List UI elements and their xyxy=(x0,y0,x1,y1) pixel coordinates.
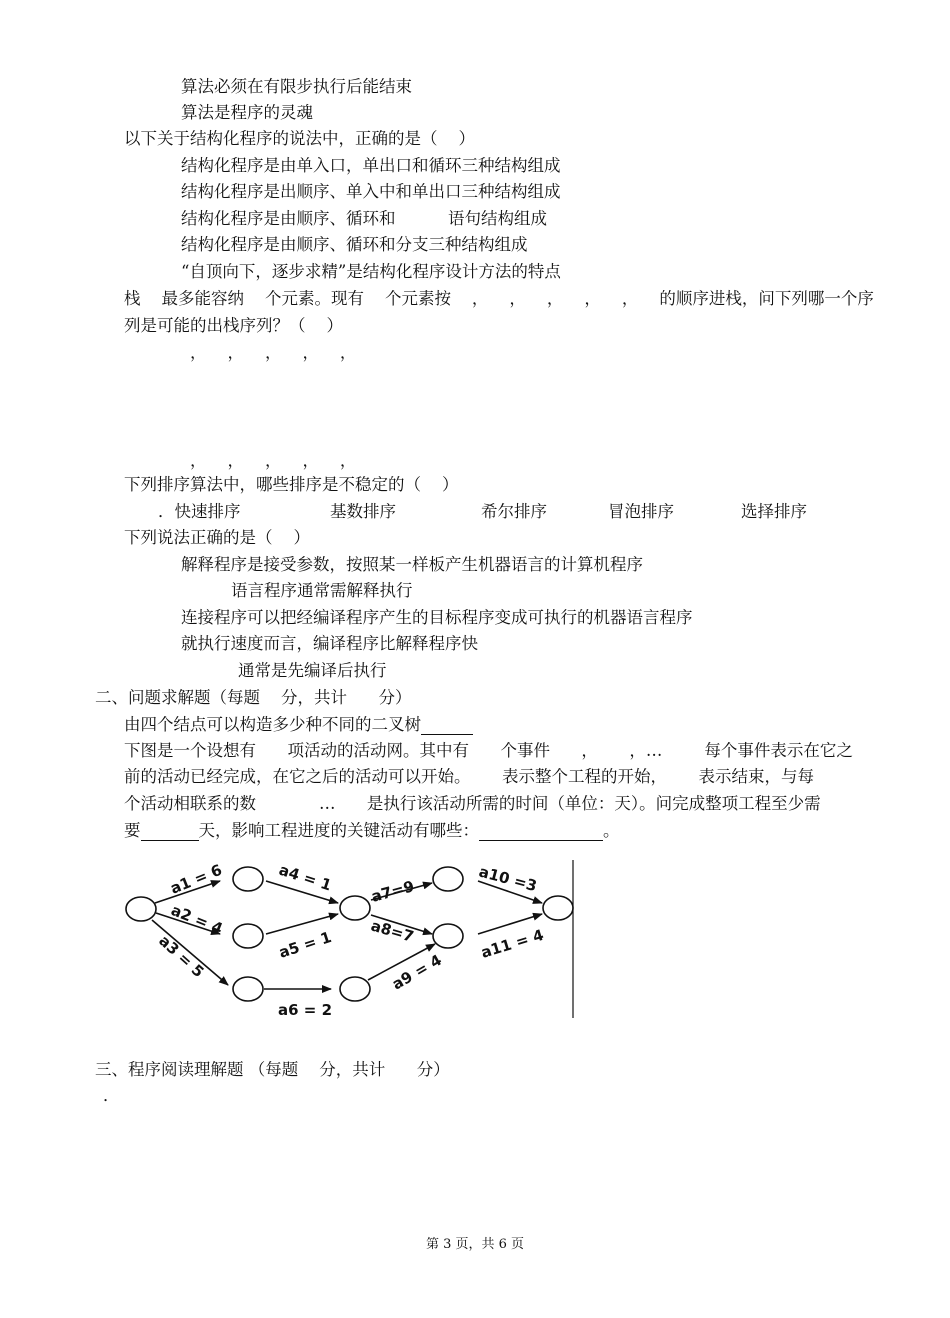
question-text-part: 由四个结点可以构造多少种不同的二叉树 xyxy=(124,715,421,734)
option-line: 连接程序可以把经编译程序产生的目标程序变成可执行的机器语言程序 xyxy=(181,608,693,627)
question-text xyxy=(124,821,620,841)
answer-blank xyxy=(141,823,199,841)
event-node xyxy=(126,897,156,921)
question-text: 下列说法正确的是（ ） xyxy=(124,528,310,547)
event-node xyxy=(340,977,370,1001)
question-text: 下列排序算法中，哪些排序是不稳定的（ ） xyxy=(124,475,459,494)
question-number: ． xyxy=(103,1086,120,1105)
edge-label-a6: a6 = 2 xyxy=(278,1001,333,1019)
question-text: 列是可能的出栈序列？（ ） xyxy=(124,316,343,335)
option-line: 选择排序 xyxy=(741,502,807,521)
edge-label-a3: a3 = 5 xyxy=(155,931,208,982)
option-line: 结构化程序是出顺序、单入中和单出口三种结构组成 xyxy=(181,182,561,201)
option-line: 冒泡排序 xyxy=(608,502,674,521)
activity-network-diagram xyxy=(118,852,588,1024)
edge-label-a5: a5 = 1 xyxy=(276,927,334,962)
question-text: 栈 最多能容纳 个元素。现有 个元素按 ， ， ， ， ， 的顺序进栈，问下列哪一个序 xyxy=(124,289,874,308)
option-line: ．快速排序 xyxy=(158,502,241,521)
option-line: 结构化程序是由单入口，单出口和循环三种结构组成 xyxy=(181,156,561,175)
event-node xyxy=(543,896,573,920)
option-line: ， ， ， ， ， xyxy=(190,343,357,362)
option-line: 结构化程序是由顺序、循环和分支三种结构组成 xyxy=(181,235,528,254)
option-line: 算法是程序的灵魂 xyxy=(181,103,313,122)
answer-blank xyxy=(421,717,473,735)
question-text-part: 天，影响工程进度的关键活动有哪些： xyxy=(198,821,479,840)
option-line: 结构化程序是由顺序、循环和 语句结构组成 xyxy=(181,209,547,228)
section-heading: 二、问题求解题（每题 分，共计 分） xyxy=(95,688,412,707)
edge-label-a2: a2 = 4 xyxy=(168,901,226,938)
event-node xyxy=(340,896,370,920)
event-node xyxy=(233,977,263,1001)
question-text-part: 要 xyxy=(124,821,141,840)
question-text: 个活动相联系的数 … 是执行该活动所需的时间（单位：天）。问完成整项工程至少需 xyxy=(124,794,821,813)
option-line: 算法必须在有限步执行后能结束 xyxy=(181,77,412,96)
page-footer: 第 3 页，共 6 页 xyxy=(425,1237,525,1252)
option-line: 语言程序通常需解释执行 xyxy=(231,581,413,600)
option-line: 基数排序 xyxy=(330,502,396,521)
edge-label-a8: a8=7 xyxy=(368,916,416,946)
event-node xyxy=(233,867,263,891)
event-node xyxy=(433,924,463,948)
option-line: 就执行速度而言，编译程序比解释程序快 xyxy=(181,634,478,653)
edge-label-a4: a4 = 1 xyxy=(276,860,334,895)
option-line: ， ， ， ， ， xyxy=(190,451,357,470)
edge-label-a7: a7=9 xyxy=(369,877,417,906)
question-text xyxy=(124,715,473,735)
question-text: 以下关于结构化程序的说法中，正确的是（ ） xyxy=(124,129,475,148)
question-text-part: 。 xyxy=(603,821,620,840)
event-node xyxy=(433,867,463,891)
option-line: 解释程序是接受参数，按照某一样板产生机器语言的计算机程序 xyxy=(181,555,643,574)
option-line: 通常是先编译后执行 xyxy=(238,661,387,680)
section-heading: 三、程序阅读理解题 （每题 分，共计 分） xyxy=(95,1060,450,1079)
question-text: 前的活动已经完成，在它之后的活动可以开始。 表示整个工程的开始， 表示结束，与每 xyxy=(124,767,814,786)
edge-label-a11: a11 = 4 xyxy=(478,925,546,962)
event-node xyxy=(233,924,263,948)
option-line: “自顶向下，逐步求精”是结构化程序设计方法的特点 xyxy=(181,262,561,281)
option-line: 希尔排序 xyxy=(481,502,547,521)
edge-label-a10: a10 =3 xyxy=(476,862,539,896)
edge-label-a9: a9 = 4 xyxy=(389,950,445,994)
edge-label-a1: a1 = 6 xyxy=(167,860,225,898)
question-text: 下图是一个设想有 项活动的活动网。其中有 个事件 ， ，… 每个事件表示在它之 xyxy=(124,741,853,760)
answer-blank xyxy=(479,823,603,841)
